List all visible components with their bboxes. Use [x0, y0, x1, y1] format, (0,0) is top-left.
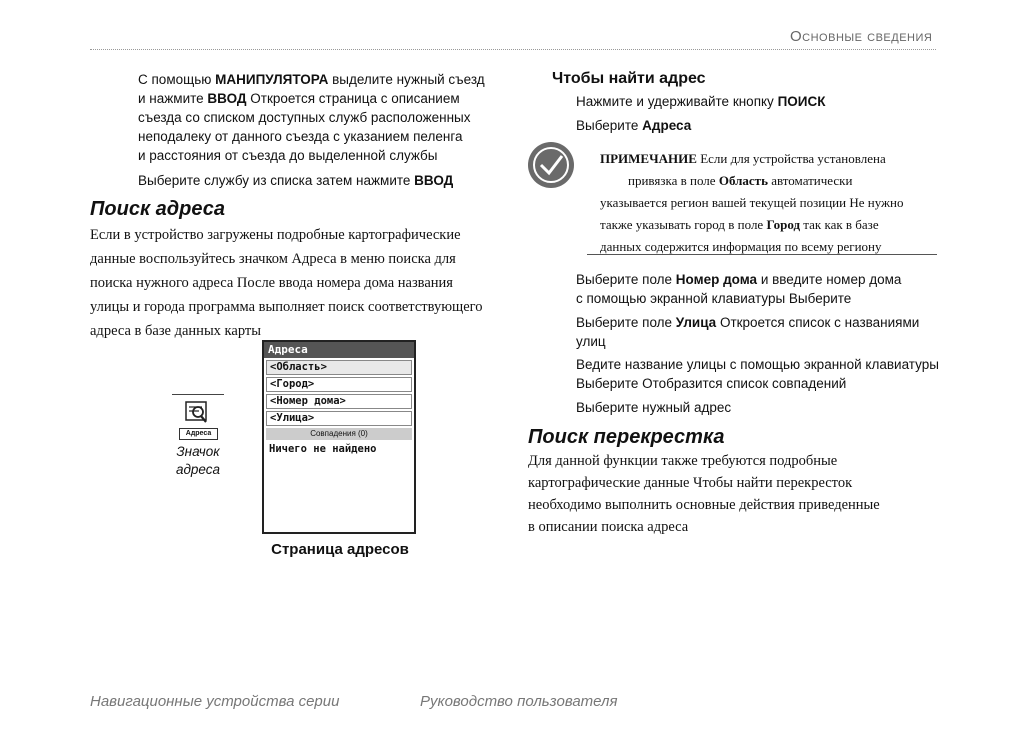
- section-title-intersection: Поиск перекрестка: [528, 426, 725, 448]
- body-line: картографические данные Чтобы найти перекресток: [528, 475, 853, 491]
- body-line: адреса в базе данных карты: [90, 323, 261, 339]
- icon-caption-line: Значок: [176, 444, 220, 459]
- footer-series: Навигационные устройства серии: [90, 693, 340, 710]
- intro-line-1: С помощью МАНИПУЛЯТОРА выделите нужный съезд: [138, 72, 485, 87]
- screen-caption: Страница адресов: [271, 541, 409, 558]
- body-line: Если в устройство загружены подробные картографические: [90, 227, 461, 243]
- body-line: данные воспользуйтесь значком Адреса в меню поиска для: [90, 251, 456, 267]
- note-icon: [528, 142, 574, 188]
- note-box: ПРИМЕЧАНИЕ Если для устройства установлена привязка в поле Область автоматически указывается регион вашей текущей позиции Не нужно также указывать город в поле Город так как в базе данных содержится информация по всему региону: [600, 151, 904, 254]
- body-line: поиска нужного адреса После ввода номера дома названия: [90, 275, 453, 291]
- select-service-line: Выберите службу из списка затем нажмите ВВОД: [138, 173, 454, 188]
- intro-paragraph: [138, 70, 485, 165]
- body-line: улицы и города программа выполняет поиск соответствующего: [90, 299, 483, 315]
- step-street: Выберите поле Улица Откроется список с названиями улиц: [576, 315, 920, 349]
- running-header: Основные сведения: [790, 28, 933, 45]
- icon-caption: [160, 443, 236, 479]
- house-number-field[interactable]: <Номер дома>: [266, 394, 412, 409]
- address-search-icon: [184, 400, 210, 424]
- intro-line-3: съезда со списком доступных служб расположенных: [138, 110, 471, 125]
- step-hold-search: Нажмите и удерживайте кнопку ПОИСК: [576, 94, 826, 109]
- header-divider: [90, 49, 936, 50]
- section-title-address-search: Поиск адреса: [90, 198, 225, 220]
- matches-count: Совпадения (0): [266, 428, 412, 440]
- step-house-number: Выберите поле Номер дома и введите номер дома с помощью экранной клавиатуры Выберите: [576, 272, 902, 306]
- icon-divider: [172, 394, 224, 395]
- result-text: Ничего не найдено: [269, 443, 377, 455]
- note-label: ПРИМЕЧАНИЕ: [600, 151, 697, 166]
- step-select-addresses: Выберите Адреса: [576, 118, 692, 133]
- body-line: необходимо выполнить основные действия приведенные: [528, 497, 880, 513]
- address-page-screenshot: [262, 340, 416, 534]
- subsection-title: Чтобы найти адрес: [552, 70, 706, 87]
- intro-line-2: и нажмите ВВОД Откроется страница с описанием: [138, 91, 460, 106]
- step-enter-street: Ведите название улицы с помощью экранной клавиатуры Выберите Отобразится список совпадений: [576, 357, 939, 391]
- body-line: в описании поиска адреса: [528, 519, 689, 535]
- intro-line-4: неподалеку от данного съезда с указанием пеленга: [138, 129, 463, 144]
- intersection-body: [528, 450, 880, 538]
- step-select-address: Выберите нужный адрес: [576, 400, 732, 415]
- city-field[interactable]: <Город>: [266, 377, 412, 392]
- street-field[interactable]: <Улица>: [266, 411, 412, 426]
- address-search-body: [90, 223, 482, 343]
- body-line: Для данной функции также требуются подробные: [528, 453, 838, 469]
- region-field[interactable]: <Область>: [266, 360, 412, 375]
- note-divider: [587, 254, 937, 255]
- footer-manual: Руководство пользователя: [420, 693, 618, 710]
- address-icon-label: Адреса: [179, 428, 218, 440]
- icon-caption-line: адреса: [175, 462, 221, 477]
- screen-title: Адреса: [264, 342, 414, 358]
- intro-line-5: и расстояния от съезда до выделенной службы: [138, 148, 438, 163]
